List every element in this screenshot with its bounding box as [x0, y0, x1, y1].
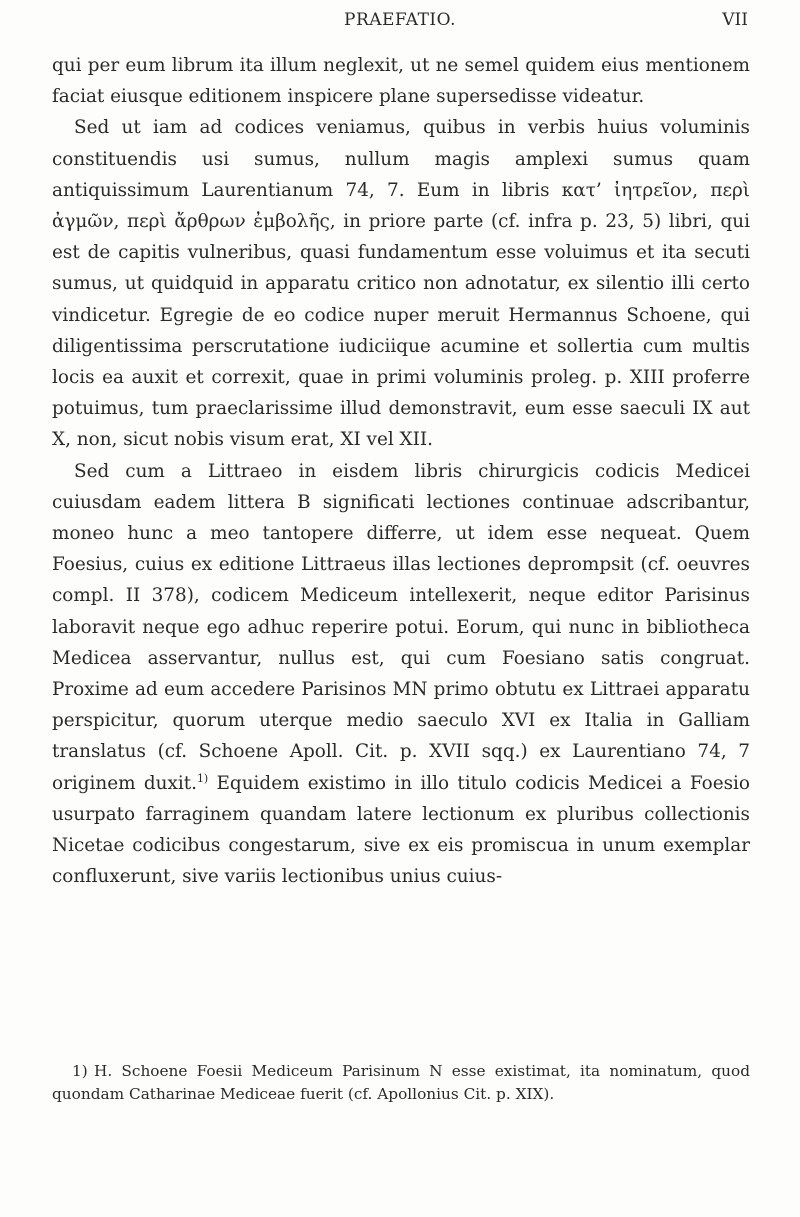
- running-header: [52, 10, 748, 36]
- paragraph-3-text: Sed cum a Littraeo in eisdem libris chirurgicis codicis Medicei cuiusdam eadem littera B significati lectiones continuae adscribantur, moneo hunc a meo tantopere differre, ut idem esse nequeat. Quem Foesius, cuius ex editione Littraeus illas lectiones deprompsit (cf. oeuvres compl. II 378), codicem Mediceum intellexerit, neque editor Parisinus laboravit neque ego adhuc reperire potui. Eorum, qui nunc in bibliotheca Medicea asservantur, nullus est, qui cum Foesiano satis congruat. Proxime ad eum accedere Parisinos MN primo obtutu ex Littraei apparatu perspicitur, quorum uterque medio saeculo XVI ex Italia in Galliam translatus (cf. Schoene Apoll. Cit. p. XVII sqq.) ex Laurentiano 74, 7 originem duxit.: [52, 460, 750, 794]
- paragraph-3-continuation: Equidem existimo in illo titulo codicis Medicei a Foesio usurpato farraginem quandam latere lectionum ex pluribus collectionis Nicetae codicibus congestarum, sive ex eis promiscua in unum exemplar confluxerunt, sive variis lectionibus unius cuius-: [52, 772, 750, 888]
- footnote-reference: 1): [196, 771, 209, 785]
- main-text: [52, 50, 750, 892]
- footnote-text: H. Schoene Foesii Mediceum Parisinum N esse existimat, ita nominatum, quod quondam Catharinae Mediceae fuerit (cf. Apollonius Cit. p. XIX).: [52, 1062, 750, 1103]
- footnote: [52, 1060, 750, 1106]
- paragraph-1: qui per eum librum ita illum neglexit, ut ne semel quidem eius mentionem faciat eiusque editionem inspicere plane supersedisse videatur.: [52, 55, 750, 108]
- paragraph-3: [52, 456, 750, 893]
- paragraph-2: Sed ut iam ad codices veniamus, quibus in verbis huius voluminis constituendis usi sumus, nullum magis amplexi sumus quam antiquissimum Laurentianum 74, 7. Eum in libris κατ’ ἰητρεῖον, περὶ ἀγμῶν, περὶ ἄρθρων ἐμβολῆς, in priore parte (cf. infra p. 23, 5) libri, qui est de capitis vulneribus, quasi fundamentum esse voluimus et ita secuti sumus, ut quidquid in apparatu critico non adnotatur, ex silentio illi certo vindicetur. Egregie de eo codice nuper meruit Hermannus Schoene, qui diligentissima perscrutatione iudiciique acumine et sollertia cum multis locis ea auxit et correxit, quae in primi voluminis proleg. p. XIII proferre potuimus, tum praeclarissime illud demonstravit, eum esse saeculi IX aut X, non, sicut nobis visum erat, XI vel XII.: [52, 117, 750, 451]
- running-title: PRAEFATIO.: [344, 10, 456, 30]
- page-number: VII: [722, 10, 748, 30]
- footnote-mark: 1): [72, 1062, 88, 1080]
